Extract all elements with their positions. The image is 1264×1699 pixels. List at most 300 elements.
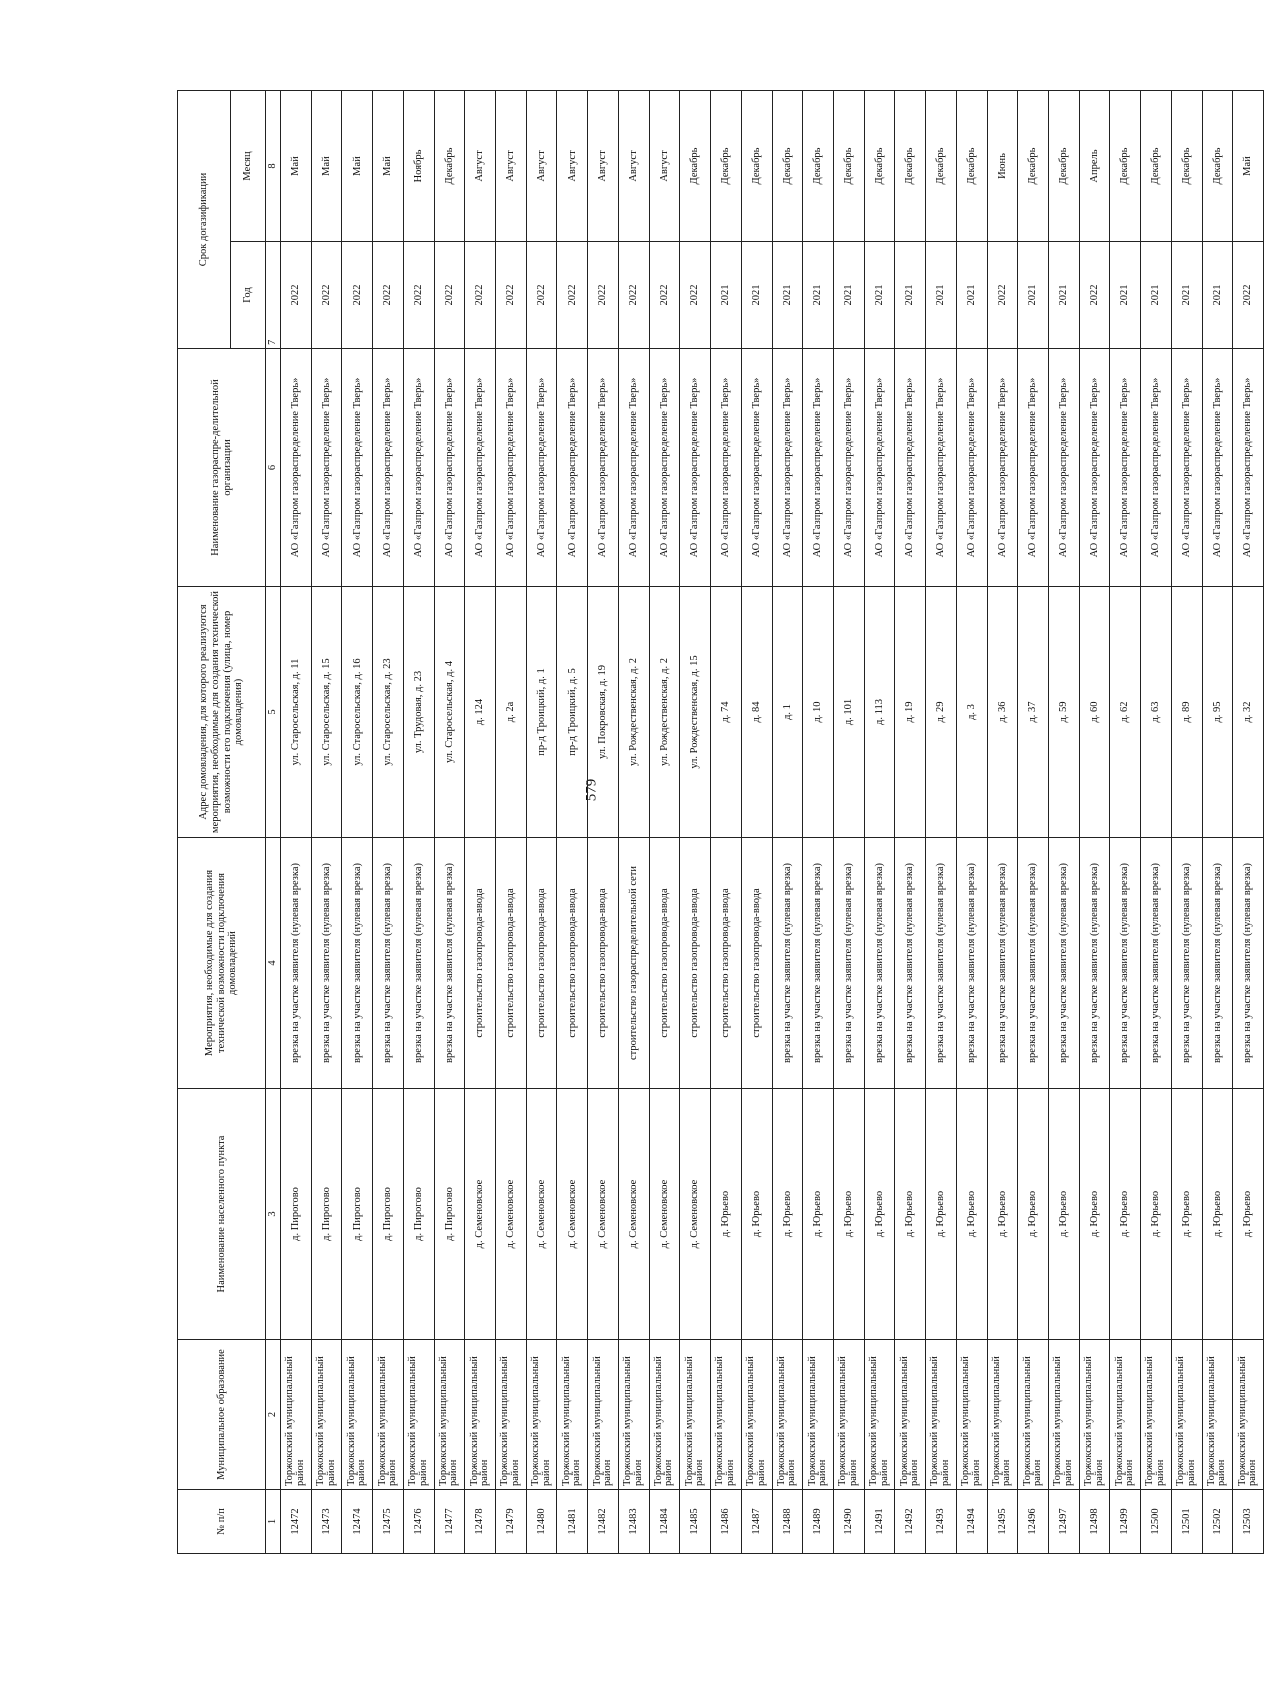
cell-address: д. 63 bbox=[1141, 587, 1172, 838]
cell-year: 2022 bbox=[1079, 242, 1110, 349]
cell-organization: АО «Газпром газораспределение Тверь» bbox=[926, 349, 957, 587]
cell-activity: врезка на участке заявителя (нулевая врезка) bbox=[373, 838, 404, 1089]
cell-settlement: д. Юрьево bbox=[711, 1089, 742, 1340]
cell-activity: врезка на участке заявителя (нулевая врезка) bbox=[803, 838, 834, 1089]
header-address: Адрес домовладения, для которого реализуются мероприятия, необходимые для создания технической возможности его подключения (улица, номер домовладения) bbox=[178, 587, 266, 838]
cell-number: 12491 bbox=[864, 1490, 895, 1554]
cell-settlement: д. Семеновское bbox=[496, 1089, 527, 1340]
cell-address: д. 37 bbox=[1018, 587, 1049, 838]
table-row bbox=[741, 90, 772, 1553]
cell-settlement: д. Семеновское bbox=[588, 1089, 619, 1340]
cell-activity: врезка на участке заявителя (нулевая врезка) bbox=[1141, 838, 1172, 1089]
table-row bbox=[281, 90, 312, 1553]
cell-organization: АО «Газпром газораспределение Тверь» bbox=[1048, 349, 1079, 587]
cell-activity: строительство газопровода-ввода bbox=[557, 838, 588, 1089]
cell-address: д. 36 bbox=[987, 587, 1018, 838]
cell-year: 2021 bbox=[1018, 242, 1049, 349]
cell-address: ул. Старосельская, д. 11 bbox=[281, 587, 312, 838]
cell-month: Декабрь bbox=[1202, 90, 1233, 241]
table-row bbox=[1048, 90, 1079, 1553]
table-row bbox=[434, 90, 465, 1553]
cell-settlement: д. Юрьево bbox=[1233, 1089, 1264, 1340]
cell-activity: врезка на участке заявителя (нулевая врезка) bbox=[281, 838, 312, 1089]
cell-address: д. 59 bbox=[1048, 587, 1079, 838]
table-row bbox=[1018, 90, 1049, 1553]
cell-address: ул. Рождественская, д. 15 bbox=[680, 587, 711, 838]
cell-settlement: д. Юрьево bbox=[1171, 1089, 1202, 1340]
cell-month: Декабрь bbox=[833, 90, 864, 241]
cell-year: 2022 bbox=[496, 242, 527, 349]
cell-number: 12489 bbox=[803, 1490, 834, 1554]
cell-month: Декабрь bbox=[1171, 90, 1202, 241]
header-deadline: Срок догазификации bbox=[178, 90, 231, 348]
header-index-8: 8 bbox=[266, 90, 281, 241]
cell-activity: врезка на участке заявителя (нулевая врезка) bbox=[772, 838, 803, 1089]
cell-number: 12481 bbox=[557, 1490, 588, 1554]
cell-month: Август bbox=[526, 90, 557, 241]
cell-number: 12475 bbox=[373, 1490, 404, 1554]
cell-activity: врезка на участке заявителя (нулевая врезка) bbox=[926, 838, 957, 1089]
cell-organization: АО «Газпром газораспределение Тверь» bbox=[526, 349, 557, 587]
cell-activity: строительство газопровода-ввода bbox=[680, 838, 711, 1089]
cell-number: 12484 bbox=[649, 1490, 680, 1554]
cell-address: д. 32 bbox=[1233, 587, 1264, 838]
header-settlement: Наименование населенного пункта bbox=[178, 1089, 266, 1340]
cell-address: ул. Старосельская, д. 16 bbox=[342, 587, 373, 838]
cell-settlement: д. Юрьево bbox=[895, 1089, 926, 1340]
cell-municipality: Торжокский муниципальный район bbox=[680, 1340, 711, 1490]
cell-municipality: Торжокский муниципальный район bbox=[342, 1340, 373, 1490]
cell-address: д. 10 bbox=[803, 587, 834, 838]
cell-year: 2022 bbox=[987, 242, 1018, 349]
cell-organization: АО «Газпром газораспределение Тверь» bbox=[1202, 349, 1233, 587]
cell-activity: врезка на участке заявителя (нулевая врезка) bbox=[833, 838, 864, 1089]
table-row bbox=[1233, 90, 1264, 1553]
cell-municipality: Торжокский муниципальный район bbox=[926, 1340, 957, 1490]
cell-number: 12500 bbox=[1141, 1490, 1172, 1554]
table-row bbox=[618, 90, 649, 1553]
cell-address: д. 124 bbox=[465, 587, 496, 838]
cell-municipality: Торжокский муниципальный район bbox=[864, 1340, 895, 1490]
cell-organization: АО «Газпром газораспределение Тверь» bbox=[680, 349, 711, 587]
cell-month: Август bbox=[557, 90, 588, 241]
table-header bbox=[178, 90, 281, 1553]
cell-address: ул. Покровская, д. 19 bbox=[588, 587, 619, 838]
cell-number: 12503 bbox=[1233, 1490, 1264, 1554]
cell-address: ул. Старосельская, д. 15 bbox=[311, 587, 342, 838]
cell-month: Декабрь bbox=[895, 90, 926, 241]
cell-month: Август bbox=[496, 90, 527, 241]
header-municipality: Муниципальное образование bbox=[178, 1340, 266, 1490]
cell-address: ул. Рождественская, д. 2 bbox=[649, 587, 680, 838]
cell-number: 12496 bbox=[1018, 1490, 1049, 1554]
cell-settlement: д. Юрьево bbox=[1202, 1089, 1233, 1340]
cell-number: 12486 bbox=[711, 1490, 742, 1554]
cell-month: Апрель bbox=[1079, 90, 1110, 241]
cell-year: 2021 bbox=[956, 242, 987, 349]
cell-settlement: д. Семеновское bbox=[649, 1089, 680, 1340]
cell-activity: врезка на участке заявителя (нулевая врезка) bbox=[403, 838, 434, 1089]
cell-organization: АО «Газпром газораспределение Тверь» bbox=[864, 349, 895, 587]
cell-organization: АО «Газпром газораспределение Тверь» bbox=[373, 349, 404, 587]
cell-activity: строительство газопровода-ввода bbox=[741, 838, 772, 1089]
cell-organization: АО «Газпром газораспределение Тверь» bbox=[772, 349, 803, 587]
cell-year: 2022 bbox=[311, 242, 342, 349]
cell-municipality: Торжокский муниципальный район bbox=[618, 1340, 649, 1490]
cell-number: 12479 bbox=[496, 1490, 527, 1554]
cell-year: 2021 bbox=[741, 242, 772, 349]
table-row bbox=[465, 90, 496, 1553]
cell-organization: АО «Газпром газораспределение Тверь» bbox=[803, 349, 834, 587]
cell-settlement: д. Юрьево bbox=[987, 1089, 1018, 1340]
cell-month: Декабрь bbox=[926, 90, 957, 241]
cell-year: 2022 bbox=[342, 242, 373, 349]
cell-municipality: Торжокский муниципальный район bbox=[1079, 1340, 1110, 1490]
cell-activity: врезка на участке заявителя (нулевая врезка) bbox=[1202, 838, 1233, 1089]
cell-year: 2022 bbox=[649, 242, 680, 349]
cell-number: 12494 bbox=[956, 1490, 987, 1554]
cell-address: д. 101 bbox=[833, 587, 864, 838]
cell-settlement: д. Юрьево bbox=[956, 1089, 987, 1340]
cell-organization: АО «Газпром газораспределение Тверь» bbox=[1079, 349, 1110, 587]
header-index-6: 6 bbox=[266, 349, 281, 587]
cell-organization: АО «Газпром газораспределение Тверь» bbox=[557, 349, 588, 587]
cell-year: 2021 bbox=[1202, 242, 1233, 349]
cell-number: 12472 bbox=[281, 1490, 312, 1554]
cell-month: Декабрь bbox=[1141, 90, 1172, 241]
cell-month: Июнь bbox=[987, 90, 1018, 241]
cell-address: д. 113 bbox=[864, 587, 895, 838]
cell-year: 2021 bbox=[711, 242, 742, 349]
cell-year: 2021 bbox=[1171, 242, 1202, 349]
cell-organization: АО «Газпром газораспределение Тверь» bbox=[496, 349, 527, 587]
cell-organization: АО «Газпром газораспределение Тверь» bbox=[956, 349, 987, 587]
cell-organization: АО «Газпром газораспределение Тверь» bbox=[403, 349, 434, 587]
cell-settlement: д. Юрьево bbox=[1018, 1089, 1049, 1340]
cell-month: Май bbox=[281, 90, 312, 241]
cell-settlement: д. Юрьево bbox=[741, 1089, 772, 1340]
cell-municipality: Торжокский муниципальный район bbox=[711, 1340, 742, 1490]
cell-settlement: д. Семеновское bbox=[618, 1089, 649, 1340]
cell-activity: врезка на участке заявителя (нулевая врезка) bbox=[311, 838, 342, 1089]
header-index-3: 3 bbox=[266, 1089, 281, 1340]
cell-activity: врезка на участке заявителя (нулевая врезка) bbox=[1079, 838, 1110, 1089]
cell-address: ул. Трудовая, д. 23 bbox=[403, 587, 434, 838]
cell-number: 12498 bbox=[1079, 1490, 1110, 1554]
cell-municipality: Торжокский муниципальный район bbox=[403, 1340, 434, 1490]
cell-number: 12495 bbox=[987, 1490, 1018, 1554]
cell-number: 12487 bbox=[741, 1490, 772, 1554]
cell-year: 2022 bbox=[557, 242, 588, 349]
header-activities: Мероприятия, необходимые для создания технической возможности подключения домовладений bbox=[178, 838, 266, 1089]
cell-municipality: Торжокский муниципальный район bbox=[588, 1340, 619, 1490]
cell-activity: врезка на участке заявителя (нулевая врезка) bbox=[895, 838, 926, 1089]
cell-month: Декабрь bbox=[741, 90, 772, 241]
header-number: № п/п bbox=[178, 1490, 266, 1554]
cell-activity: строительство газопровода-ввода bbox=[526, 838, 557, 1089]
table-row bbox=[1079, 90, 1110, 1553]
cell-month: Декабрь bbox=[680, 90, 711, 241]
cell-year: 2022 bbox=[526, 242, 557, 349]
gasification-table bbox=[177, 90, 1264, 1554]
cell-number: 12490 bbox=[833, 1490, 864, 1554]
cell-address: д. 3 bbox=[956, 587, 987, 838]
cell-number: 12473 bbox=[311, 1490, 342, 1554]
cell-activity: врезка на участке заявителя (нулевая врезка) bbox=[864, 838, 895, 1089]
cell-year: 2021 bbox=[772, 242, 803, 349]
cell-settlement: д. Семеновское bbox=[557, 1089, 588, 1340]
cell-settlement: д. Юрьево bbox=[772, 1089, 803, 1340]
cell-address: д. 74 bbox=[711, 587, 742, 838]
cell-address: д. 1 bbox=[772, 587, 803, 838]
cell-address: пр-д Троицкий, д. 5 bbox=[557, 587, 588, 838]
cell-municipality: Торжокский муниципальный район bbox=[1048, 1340, 1079, 1490]
cell-organization: АО «Газпром газораспределение Тверь» bbox=[342, 349, 373, 587]
cell-year: 2022 bbox=[588, 242, 619, 349]
cell-month: Декабрь bbox=[1018, 90, 1049, 241]
cell-municipality: Торжокский муниципальный район bbox=[987, 1340, 1018, 1490]
cell-municipality: Торжокский муниципальный район bbox=[772, 1340, 803, 1490]
cell-municipality: Торжокский муниципальный район bbox=[1018, 1340, 1049, 1490]
cell-number: 12488 bbox=[772, 1490, 803, 1554]
cell-settlement: д. Юрьево bbox=[803, 1089, 834, 1340]
table-row bbox=[1110, 90, 1141, 1553]
cell-settlement: д. Семеновское bbox=[680, 1089, 711, 1340]
cell-month: Август bbox=[465, 90, 496, 241]
cell-municipality: Торжокский муниципальный район bbox=[311, 1340, 342, 1490]
cell-municipality: Торжокский муниципальный район bbox=[281, 1340, 312, 1490]
header-index-4: 4 bbox=[266, 838, 281, 1089]
cell-month: Ноябрь bbox=[403, 90, 434, 241]
cell-number: 12482 bbox=[588, 1490, 619, 1554]
cell-settlement: д. Пирогово bbox=[281, 1089, 312, 1340]
cell-number: 12483 bbox=[618, 1490, 649, 1554]
cell-organization: АО «Газпром газораспределение Тверь» bbox=[588, 349, 619, 587]
cell-organization: АО «Газпром газораспределение Тверь» bbox=[1141, 349, 1172, 587]
cell-activity: врезка на участке заявителя (нулевая врезка) bbox=[1018, 838, 1049, 1089]
cell-activity: строительство газораспределительной сети bbox=[618, 838, 649, 1089]
cell-month: Декабрь bbox=[1048, 90, 1079, 241]
cell-year: 2022 bbox=[680, 242, 711, 349]
table-row bbox=[680, 90, 711, 1553]
cell-address: д. 60 bbox=[1079, 587, 1110, 838]
table-row bbox=[833, 90, 864, 1553]
cell-organization: АО «Газпром газораспределение Тверь» bbox=[1233, 349, 1264, 587]
header-index-7: 7 bbox=[266, 242, 281, 349]
table-row bbox=[342, 90, 373, 1553]
table-row bbox=[711, 90, 742, 1553]
cell-month: Декабрь bbox=[956, 90, 987, 241]
cell-organization: АО «Газпром газораспределение Тверь» bbox=[1018, 349, 1049, 587]
cell-number: 12502 bbox=[1202, 1490, 1233, 1554]
cell-year: 2022 bbox=[1233, 242, 1264, 349]
cell-settlement: д. Юрьево bbox=[1048, 1089, 1079, 1340]
cell-address: д. 84 bbox=[741, 587, 772, 838]
cell-year: 2021 bbox=[803, 242, 834, 349]
cell-activity: врезка на участке заявителя (нулевая врезка) bbox=[956, 838, 987, 1089]
cell-address: пр-д Троицкий, д. 1 bbox=[526, 587, 557, 838]
cell-address: ул. Старосельская, д. 4 bbox=[434, 587, 465, 838]
cell-activity: строительство газопровода-ввода bbox=[588, 838, 619, 1089]
cell-activity: врезка на участке заявителя (нулевая врезка) bbox=[1110, 838, 1141, 1089]
cell-year: 2021 bbox=[1141, 242, 1172, 349]
cell-settlement: д. Юрьево bbox=[1110, 1089, 1141, 1340]
cell-settlement: д. Пирогово bbox=[311, 1089, 342, 1340]
cell-settlement: д. Юрьево bbox=[864, 1089, 895, 1340]
cell-address: д. 95 bbox=[1202, 587, 1233, 838]
cell-municipality: Торжокский муниципальный район bbox=[526, 1340, 557, 1490]
cell-organization: АО «Газпром газораспределение Тверь» bbox=[281, 349, 312, 587]
cell-activity: врезка на участке заявителя (нулевая врезка) bbox=[434, 838, 465, 1089]
cell-organization: АО «Газпром газораспределение Тверь» bbox=[618, 349, 649, 587]
cell-address: д. 19 bbox=[895, 587, 926, 838]
cell-settlement: д. Юрьево bbox=[1079, 1089, 1110, 1340]
cell-address: д. 89 bbox=[1171, 587, 1202, 838]
cell-address: д. 2а bbox=[496, 587, 527, 838]
table-row bbox=[1171, 90, 1202, 1553]
cell-number: 12476 bbox=[403, 1490, 434, 1554]
header-index-1: 1 bbox=[266, 1490, 281, 1554]
cell-month: Декабрь bbox=[803, 90, 834, 241]
cell-number: 12474 bbox=[342, 1490, 373, 1554]
cell-settlement: д. Юрьево bbox=[1141, 1089, 1172, 1340]
cell-municipality: Торжокский муниципальный район bbox=[649, 1340, 680, 1490]
cell-year: 2022 bbox=[465, 242, 496, 349]
cell-municipality: Торжокский муниципальный район bbox=[1202, 1340, 1233, 1490]
rotated-table-container bbox=[177, 91, 1264, 1554]
cell-year: 2021 bbox=[833, 242, 864, 349]
cell-municipality: Торжокский муниципальный район bbox=[1171, 1340, 1202, 1490]
cell-number: 12477 bbox=[434, 1490, 465, 1554]
cell-organization: АО «Газпром газораспределение Тверь» bbox=[711, 349, 742, 587]
cell-year: 2022 bbox=[373, 242, 404, 349]
page-number: 579 bbox=[583, 778, 600, 802]
cell-year: 2021 bbox=[895, 242, 926, 349]
header-index-2: 2 bbox=[266, 1340, 281, 1490]
cell-municipality: Торжокский муниципальный район bbox=[496, 1340, 527, 1490]
cell-organization: АО «Газпром газораспределение Тверь» bbox=[434, 349, 465, 587]
table-row bbox=[496, 90, 527, 1553]
cell-activity: врезка на участке заявителя (нулевая врезка) bbox=[987, 838, 1018, 1089]
cell-organization: АО «Газпром газораспределение Тверь» bbox=[649, 349, 680, 587]
table-body bbox=[281, 90, 1264, 1553]
cell-settlement: д. Юрьево bbox=[833, 1089, 864, 1340]
cell-municipality: Торжокский муниципальный район bbox=[434, 1340, 465, 1490]
cell-activity: строительство газопровода-ввода bbox=[649, 838, 680, 1089]
header-organization: Наименование газораспре-делительной организации bbox=[178, 349, 266, 587]
header-year: Год bbox=[231, 242, 266, 349]
cell-number: 12499 bbox=[1110, 1490, 1141, 1554]
cell-activity: строительство газопровода-ввода bbox=[711, 838, 742, 1089]
cell-number: 12493 bbox=[926, 1490, 957, 1554]
cell-settlement: д. Пирогово bbox=[403, 1089, 434, 1340]
cell-organization: АО «Газпром газораспределение Тверь» bbox=[1110, 349, 1141, 587]
cell-month: Август bbox=[618, 90, 649, 241]
cell-activity: строительство газопровода-ввода bbox=[496, 838, 527, 1089]
cell-month: Декабрь bbox=[864, 90, 895, 241]
cell-organization: АО «Газпром газораспределение Тверь» bbox=[1171, 349, 1202, 587]
table-row bbox=[311, 90, 342, 1553]
table-row bbox=[1202, 90, 1233, 1553]
cell-month: Декабрь bbox=[711, 90, 742, 241]
table-row bbox=[588, 90, 619, 1553]
table-row bbox=[1141, 90, 1172, 1553]
cell-settlement: д. Юрьево bbox=[926, 1089, 957, 1340]
cell-address: ул. Рождественская, д. 2 bbox=[618, 587, 649, 838]
cell-settlement: д. Семеновское bbox=[465, 1089, 496, 1340]
cell-organization: АО «Газпром газораспределение Тверь» bbox=[465, 349, 496, 587]
table-row bbox=[557, 90, 588, 1553]
table-row bbox=[373, 90, 404, 1553]
cell-activity: строительство газопровода-ввода bbox=[465, 838, 496, 1089]
cell-municipality: Торжокский муниципальный район bbox=[373, 1340, 404, 1490]
cell-municipality: Торжокский муниципальный район bbox=[803, 1340, 834, 1490]
cell-address: д. 62 bbox=[1110, 587, 1141, 838]
table-row bbox=[987, 90, 1018, 1553]
table-row bbox=[956, 90, 987, 1553]
cell-month: Декабрь bbox=[434, 90, 465, 241]
header-month: Месяц bbox=[231, 90, 266, 241]
table-row bbox=[895, 90, 926, 1553]
cell-settlement: д. Пирогово bbox=[373, 1089, 404, 1340]
cell-settlement: д. Пирогово bbox=[434, 1089, 465, 1340]
table-row bbox=[803, 90, 834, 1553]
cell-year: 2021 bbox=[864, 242, 895, 349]
cell-year: 2022 bbox=[434, 242, 465, 349]
cell-organization: АО «Газпром газораспределение Тверь» bbox=[987, 349, 1018, 587]
table-row bbox=[526, 90, 557, 1553]
cell-month: Май bbox=[373, 90, 404, 241]
table-row bbox=[864, 90, 895, 1553]
cell-municipality: Торжокский муниципальный район bbox=[833, 1340, 864, 1490]
cell-month: Август bbox=[649, 90, 680, 241]
cell-month: Август bbox=[588, 90, 619, 241]
cell-organization: АО «Газпром газораспределение Тверь» bbox=[741, 349, 772, 587]
table-row bbox=[772, 90, 803, 1553]
table-row bbox=[403, 90, 434, 1553]
cell-month: Декабрь bbox=[772, 90, 803, 241]
cell-settlement: д. Пирогово bbox=[342, 1089, 373, 1340]
cell-organization: АО «Газпром газораспределение Тверь» bbox=[311, 349, 342, 587]
cell-month: Май bbox=[311, 90, 342, 241]
cell-year: 2022 bbox=[618, 242, 649, 349]
cell-municipality: Торжокский муниципальный район bbox=[1233, 1340, 1264, 1490]
cell-municipality: Торжокский муниципальный район bbox=[465, 1340, 496, 1490]
cell-number: 12492 bbox=[895, 1490, 926, 1554]
cell-municipality: Торжокский муниципальный район bbox=[1141, 1340, 1172, 1490]
cell-address: ул. Старосельская, д. 23 bbox=[373, 587, 404, 838]
cell-year: 2021 bbox=[1110, 242, 1141, 349]
cell-activity: врезка на участке заявителя (нулевая врезка) bbox=[1171, 838, 1202, 1089]
header-index-5: 5 bbox=[266, 587, 281, 838]
cell-address: д. 29 bbox=[926, 587, 957, 838]
cell-number: 12485 bbox=[680, 1490, 711, 1554]
cell-month: Май bbox=[1233, 90, 1264, 241]
cell-year: 2022 bbox=[281, 242, 312, 349]
cell-municipality: Торжокский муниципальный район bbox=[741, 1340, 772, 1490]
cell-municipality: Торжокский муниципальный район bbox=[895, 1340, 926, 1490]
table-row bbox=[926, 90, 957, 1553]
cell-number: 12478 bbox=[465, 1490, 496, 1554]
cell-number: 12501 bbox=[1171, 1490, 1202, 1554]
cell-municipality: Торжокский муниципальный район bbox=[1110, 1340, 1141, 1490]
cell-municipality: Торжокский муниципальный район bbox=[557, 1340, 588, 1490]
cell-municipality: Торжокский муниципальный район bbox=[956, 1340, 987, 1490]
cell-year: 2021 bbox=[1048, 242, 1079, 349]
cell-year: 2022 bbox=[403, 242, 434, 349]
cell-organization: АО «Газпром газораспределение Тверь» bbox=[895, 349, 926, 587]
cell-number: 12480 bbox=[526, 1490, 557, 1554]
